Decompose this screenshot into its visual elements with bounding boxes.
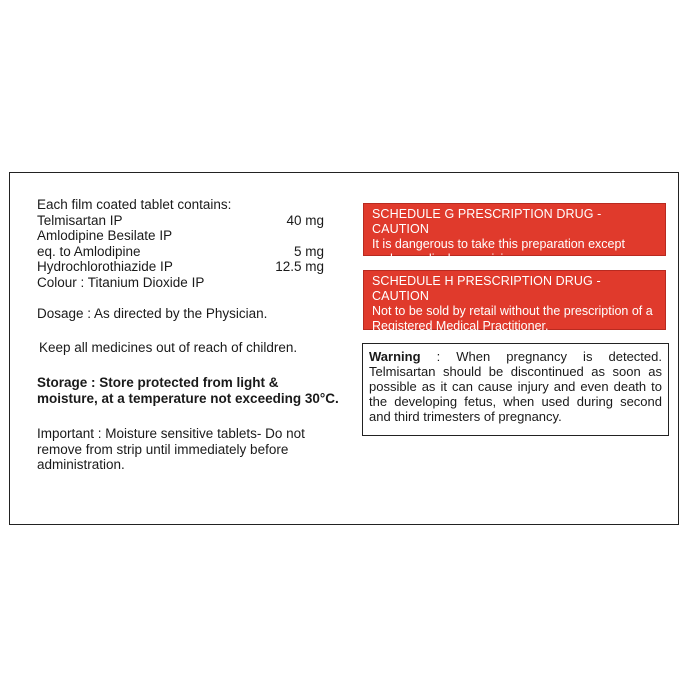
ingredient-amount: 5 mg <box>293 243 324 259</box>
composition-column <box>37 197 342 473</box>
warning-label: Warning <box>369 349 421 364</box>
composition-row <box>37 275 324 291</box>
composition-row <box>37 213 324 229</box>
ingredient-name: Hydrochlorothiazide IP <box>37 259 173 274</box>
schedule-g-text: It is dangerous to take this preparation except under medical supervision. <box>372 237 625 266</box>
important-text: Important : Moisture sensitive tablets- Do not remove from strip until immediately before administration. <box>37 426 305 472</box>
ingredient-amount: 40 mg <box>286 212 324 228</box>
keep-away-text: Keep all medicines out of reach of children. <box>39 339 298 355</box>
schedule-h-text: Not to be sold by retail without the prescription of a Registered Medical Practitioner. <box>372 304 653 333</box>
ingredient-name: eq. to Amlodipine <box>37 243 141 259</box>
storage-text: Storage : Store protected from light & moisture, at a temperature not exceeding 30°C. <box>37 375 339 406</box>
composition-row <box>37 244 324 260</box>
composition-heading: Each film coated tablet contains: <box>37 197 232 212</box>
composition-row <box>37 228 324 244</box>
ingredient-name: Amlodipine Besilate IP <box>37 228 173 243</box>
medicine-label-panel <box>9 172 679 525</box>
warning-text: : When pregnancy is detected. Telmisartan should be discontinued as soon as possible as it can cause injury and even death to the developing fetus, when used during second and third trimesters of pregnancy. <box>369 349 662 424</box>
schedule-h-title: SCHEDULE H PRESCRIPTION DRUG - CAUTION <box>372 274 601 303</box>
composition-row <box>37 259 324 275</box>
schedule-h-caution-box <box>363 270 666 333</box>
schedule-g-title: SCHEDULE G PRESCRIPTION DRUG - CAUTION <box>372 207 602 236</box>
ingredient-name: Colour : Titanium Dioxide IP <box>37 274 205 290</box>
ingredient-amount: 12.5 mg <box>275 259 324 274</box>
pregnancy-warning-box <box>362 343 669 436</box>
schedule-g-caution-box <box>363 203 666 266</box>
ingredient-name: Telmisartan IP <box>37 212 123 228</box>
dosage-text: Dosage : As directed by the Physician. <box>37 306 268 321</box>
